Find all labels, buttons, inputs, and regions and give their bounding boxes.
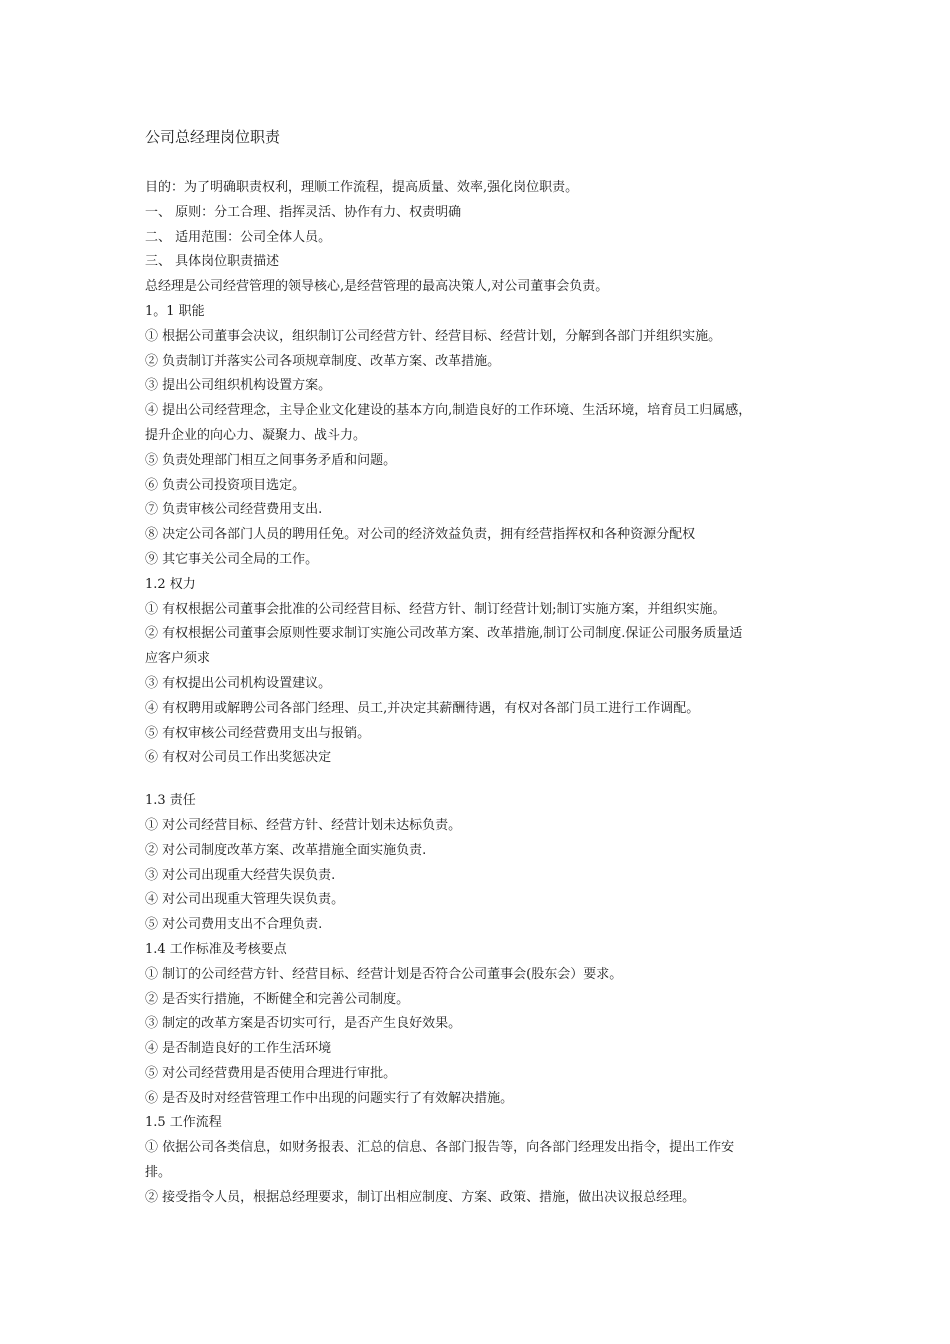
principle-line: 一、 原则：分工合理、指挥灵活、协作有力、权责明确 <box>145 204 462 220</box>
list-item-continuation: 应客户须求 <box>145 651 211 667</box>
subsection-heading: 1.5 工作流程 <box>145 1115 222 1131</box>
list-item: ① 制订的公司经营方针、经营目标、经营计划是否符合公司董事会(股东会）要求。 <box>145 966 623 982</box>
scope-line: 二、 适用范围：公司全体人员。 <box>145 229 332 245</box>
list-item: ⑥ 有权对公司员工作出奖惩决定 <box>145 750 332 766</box>
subsection-heading: 1。1 职能 <box>145 303 205 319</box>
blank-line <box>145 771 825 789</box>
list-item-continuation: 提升企业的向心力、凝聚力、战斗力。 <box>145 427 367 443</box>
list-item: ② 接受指令人员，根据总经理要求，制订出相应制度、方案、政策、措施，做出决议报总经理。 <box>145 1189 696 1205</box>
subsection-heading: 1.4 工作标准及考核要点 <box>145 941 287 957</box>
document-body <box>145 176 825 1211</box>
subsection-heading: 1.2 权力 <box>145 576 196 592</box>
list-item: ⑤ 有权审核公司经营费用支出与报销。 <box>145 725 371 741</box>
list-item: ⑤ 对公司经营费用是否使用合理进行审批。 <box>145 1065 397 1081</box>
section-heading: 三、 具体岗位职责描述 <box>145 254 280 270</box>
list-item: ② 对公司制度改革方案、改革措施全面实施负责. <box>145 842 427 858</box>
list-item: ② 是否实行措施，不断健全和完善公司制度。 <box>145 991 410 1007</box>
list-item: ③ 有权提出公司机构设置建议。 <box>145 675 332 691</box>
subsection-heading: 1.3 责任 <box>145 793 196 809</box>
list-item: ④ 有权聘用或解聘公司各部门经理、员工,并决定其薪酬待遇，有权对各部门员工进行工作调配。 <box>145 700 700 716</box>
list-item: ④ 提出公司经营理念，主导企业文化建设的基本方向,制造良好的工作环境、生活环境，培育员工归属感， <box>145 403 752 419</box>
list-item: ② 有权根据公司董事会原则性要求制订实施公司改革方案、改革措施,制订公司制度.保证公司服务质量适 <box>145 626 743 642</box>
list-item: ⑤ 对公司费用支出不合理负责. <box>145 917 323 933</box>
paragraph-line: 总经理是公司经营管理的领导核心,是经营管理的最高决策人,对公司董事会负责。 <box>145 279 609 295</box>
list-item: ⑥ 是否及时对经营管理工作中出现的问题实行了有效解决措施。 <box>145 1090 514 1106</box>
list-item: ② 负责制订并落实公司各项规章制度、改革方案、改革措施。 <box>145 353 501 369</box>
list-item: ③ 提出公司组织机构设置方案。 <box>145 378 332 394</box>
list-item: ③ 制定的改革方案是否切实可行，是否产生良好效果。 <box>145 1016 462 1032</box>
list-item: ③ 对公司出现重大经营失误负责. <box>145 867 336 883</box>
list-item: ⑤ 负责处理部门相互之间事务矛盾和问题。 <box>145 452 397 468</box>
list-item: ⑥ 负责公司投资项目选定。 <box>145 477 306 493</box>
list-item: ① 对公司经营目标、经营方针、经营计划未达标负责。 <box>145 817 462 833</box>
list-item: ⑧ 决定公司各部门人员的聘用任免。对公司的经济效益负责，拥有经营指挥权和各种资源分配权 <box>145 527 696 543</box>
purpose-line: 目的：为了明确职责权利，理顺工作流程，提高质量、效率,强化岗位职责。 <box>145 180 579 195</box>
list-item: ④ 对公司出现重大管理失误负责。 <box>145 892 345 908</box>
list-item: ① 根据公司董事会决议，组织制订公司经营方针、经营目标、经营计划，分解到各部门并组织实施。 <box>145 328 722 344</box>
list-item: ④ 是否制造良好的工作生活环境 <box>145 1041 332 1057</box>
list-item: ① 有权根据公司董事会批准的公司经营目标、经营方针、制订经营计划;制订实施方案，并组织实施。 <box>145 601 726 617</box>
document-title: 公司总经理岗位职责 <box>145 128 281 146</box>
list-item: ⑦ 负责审核公司经营费用支出. <box>145 502 323 518</box>
list-item: ⑨ 其它事关公司全局的工作。 <box>145 551 319 567</box>
list-item-continuation: 排。 <box>145 1165 172 1181</box>
list-item: ① 依据公司各类信息，如财务报表、汇总的信息、各部门报告等，向各部门经理发出指令，提出工作安 <box>145 1140 735 1156</box>
